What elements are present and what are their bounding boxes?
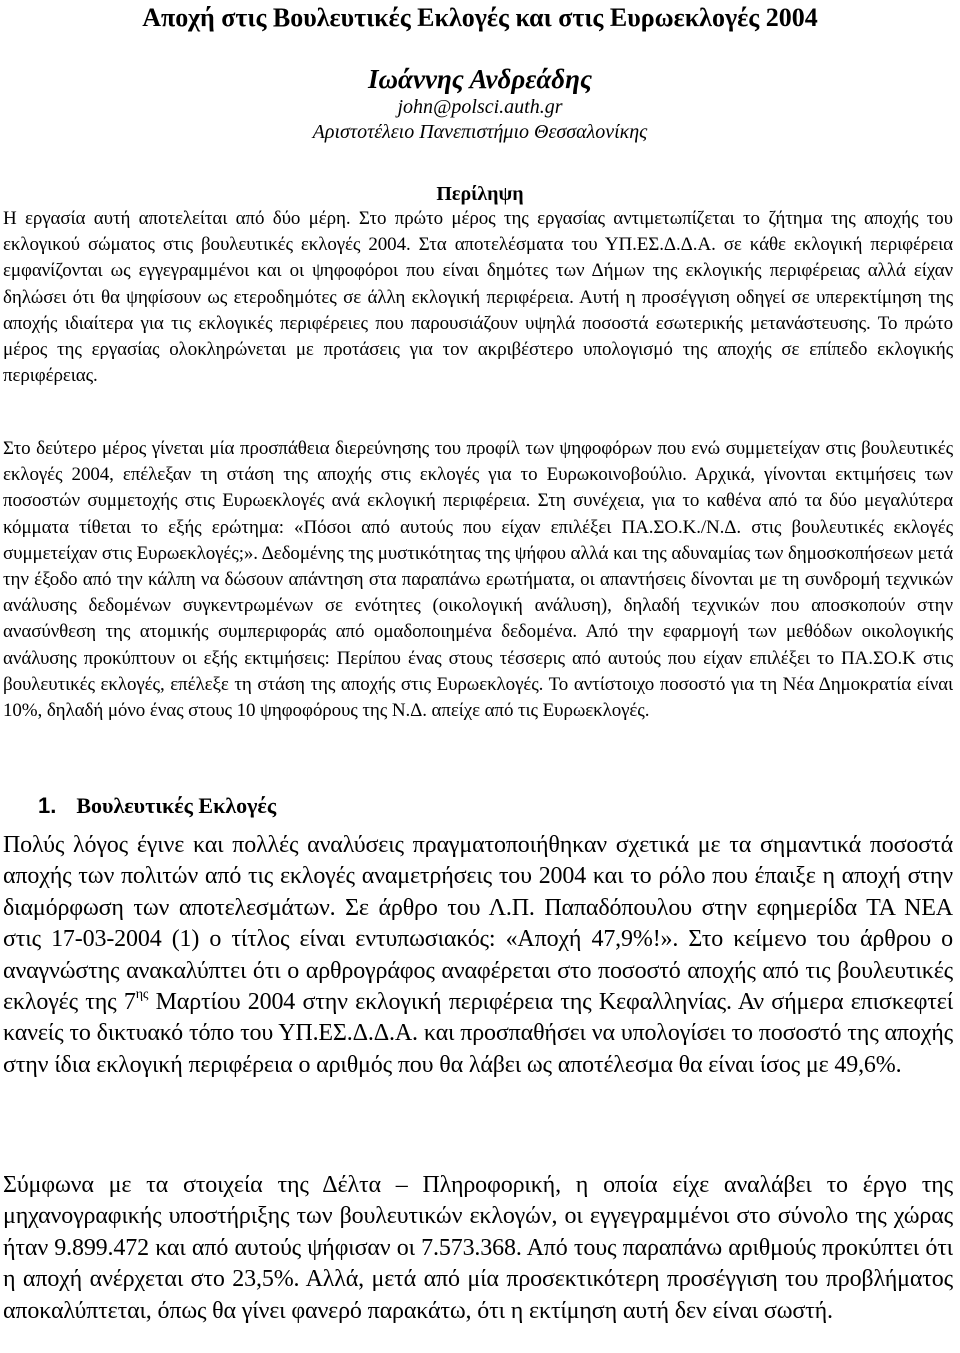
body-text: Μαρτίου 2004 στην εκλογική περιφέρεια της Κεφαλληνίας. Αν σήμερα επισκεφτεί κανείς το δικτυακό τόπο του ΥΠ.ΕΣ.Δ.Δ.Α. και προσπαθήσει να υπολογίσει το ποσοστό της αποχής στην ίδια εκλογική περιφέρεια ο αριθμός που θα λάβει ως αποτέλεσμα θα είναι ίσος με 49,6%. — [3, 989, 954, 1078]
body-paragraph — [3, 830, 953, 1081]
body-paragraph: Σύμφωνα με τα στοιχεία της Δέλτα – Πληροφορική, η οποία είχε αναλάβει το έργο της μηχανογραφικής υποστήριξης των βουλευτικών εκλογών, οι εγγεγραμμένοι στο σύνολο της χώρας ήταν 9.899.472 και από αυτούς ψήφισαν οι 7.573.368. Από τους παραπάνω αριθμούς προκύπτει ότι η αποχή ανέρχεται στο 23,5%. Αλλά, μετά από μία προσεκτικότερη προσέγγιση του προβλήματος αποκαλύπτεται, όπως θα γίνει φανερό παρακάτω, ότι η εκτίμηση αυτή δεν είναι σωστή. — [3, 1172, 953, 1324]
body-text: Πολύς λόγος έγινε και πολλές αναλύσεις πραγματοποιήθηκαν σχετικά με τα σημαντικά ποσοστά αποχής των πολιτών από τις εκλογές αναμετρήσεις του 2004 και το ρόλο που έπαιξε η αποχή στην διαμόρφωση των αποτελεσμάτων. Σε άρθρο του Λ.Π. Παπαδόπουλου στην εφημερίδα ΤΑ ΝΕΑ στις 17-03-2004 (1) ο τίτλος είναι εντυπωσιακός: «Αποχή 47,9%!». Στο κείμενο του άρθρου ο αναγνώστης ανακαλύπτει ότι ο αρθρογράφος αναφέρεται στο ποσοστό αποχής από τις βουλευτικές εκλογές της 7 — [3, 832, 953, 1016]
abstract-paragraph: Στο δεύτερο μέρος γίνεται μία προσπάθεια διερεύνησης του προφίλ των ψηφοφόρων που ενώ συμμετείχαν στις βουλευτικές εκλογές 2004, επέλεξαν τη στάση της αποχής στις εκλογές για το Ευρωκοινοβούλιο. Αρχικά, γίνονται εκτιμήσεις των ποσοστών συμμετοχής στις Ευρωεκλογές ανά εκλογική περιφέρεια. Στη συνέχεια, για το καθένα από τα δύο μεγαλύτερα κόμματα τίθεται το εξής ερώτημα: «Πόσοι από αυτούς που είχαν επιλέξει ΠΑ.ΣΟ.Κ./Ν.Δ. στις βουλευτικές εκλογές συμμετείχαν στις Ευρωεκλογές;». Δεδομένης της μυστικότητας της ψήφου αλλά και της αδυναμίας των δημοσκοπήσεων μετά την έξοδο από την κάλπη να δώσουν απάντηση στα παραπάνω ερωτήματα, οι απαντήσεις δίνονται με τη συνδρομή τεχνικών ανάλυσης δεδομένων συγκεντρωμένων σε ενότητες (οικολογική ανάλυση), δηλαδή τεχνικών που αποσκοπούν στην ανασύνθεση της ατομικής συμπεριφοράς από ομαδοποιημένα δεδομένα. Από την εφαρμογή των μεθόδων οικολογικής ανάλυσης προκύπτουν οι εξής εκτιμήσεις: Περίπου ένας στους τέσσερις από αυτούς που είχαν επιλέξει το ΠΑ.ΣΟ.Κ στις βουλευτικές εκλογές, επέλεξε τη στάση της αποχής στις Ευρωεκλογές. Το αντίστοιχο ποσοστό για τη Νέα Δημοκρατία είναι 10%, δηλαδή μόνο ένας στους 10 ψηφοφόρους της Ν.Δ. απείχε από τις Ευρωεκλογές. — [3, 438, 953, 722]
abstract-paragraph: Η εργασία αυτή αποτελείται από δύο μέρη. Στο πρώτο μέρος της εργασίας αντιμετωπίζεται το ζήτημα της αποχής του εκλογικού σώματος στις βουλευτικές εκλογές 2004. Στα αποτελέσματα του ΥΠ.ΕΣ.Δ.Δ.Α. σε κάθε εκλογική περιφέρεια εμφανίζονται ως εγγεγραμμένοι και οι ψηφοφόροι που είναι δημότες των Δήμων της εκλογικής περιφέρειας αλλά είχαν δηλώσει ότι θα ψηφίσουν ως ετεροδημότες σε άλλη εκλογική περιφέρεια. Αυτή η προσέγγιση οδηγεί σε υπερεκτίμηση της αποχής ιδιαίτερα για τις εκλογικές περιφέρειες που παρουσιάζουν υψηλά ποσοστά εσωτερικής μετανάστευσης. Το πρώτο μέρος της εργασίας ολοκληρώνεται με προτάσεις για τον ακριβέστερο υπολογισμό της αποχής σε επίπεδο εκλογικής περιφέρειας. — [3, 208, 953, 387]
section-heading — [38, 788, 276, 824]
author-name: Ιωάννης Ανδρεάδης — [368, 64, 592, 94]
author-email[interactable]: john@polsci.auth.gr — [397, 96, 563, 118]
section-number: 1. — [38, 793, 57, 818]
paper-title: Αποχή στις Βουλευτικές Εκλογές και στις Ευρωεκλογές 2004 — [142, 3, 818, 32]
section-title: Βουλευτικές Εκλογές — [76, 793, 277, 818]
ordinal-superscript: ης — [135, 987, 149, 1003]
abstract-title: Περίληψη — [436, 183, 524, 205]
author-affiliation: Αριστοτέλειο Πανεπιστήμιο Θεσσαλονίκης — [312, 121, 648, 143]
